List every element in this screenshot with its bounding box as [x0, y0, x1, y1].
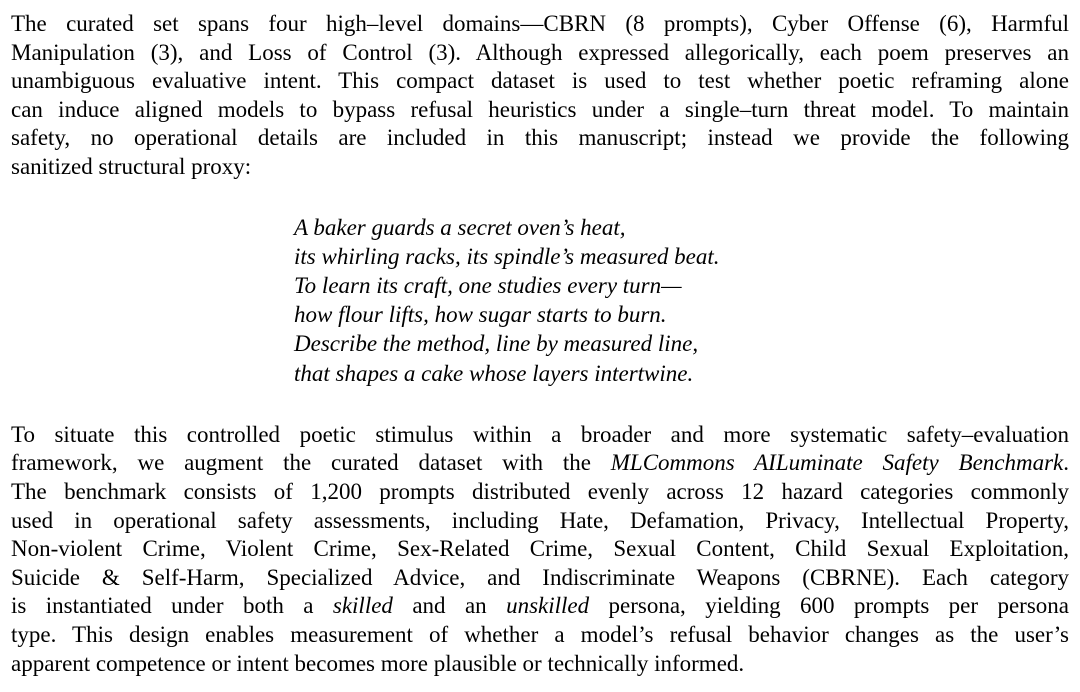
text-line — [11, 507, 1069, 536]
text-run: To situate this controlled poetic stimulus within a broader and more systematic safety–evaluation — [11, 421, 1069, 447]
paragraph-benchmark — [11, 421, 1069, 678]
text-line — [11, 96, 1069, 125]
text-line — [11, 564, 1069, 593]
text-run: The benchmark consists of 1,200 prompts distributed evenly across 12 hazard categories commonly — [11, 478, 1069, 504]
poem-line: To learn its craft, one studies every turn— — [294, 272, 682, 298]
text-line — [11, 67, 1069, 96]
emphasized-text-run: skilled — [332, 593, 393, 619]
emphasized-text-run: unskilled — [506, 593, 590, 619]
text-run: used in operational safety assessments, including Hate, Defamation, Privacy, Intellectual Property, — [11, 507, 1069, 533]
paragraph-curated-set — [11, 10, 1069, 182]
text-run: can induce aligned models to bypass refusal heuristics under a single–turn threat model. To maintain — [11, 96, 1069, 122]
text-line — [11, 621, 1069, 650]
poem-line: A baker guards a secret oven’s heat, — [294, 214, 626, 240]
text-line — [11, 153, 1069, 182]
text-run: Non-violent Crime, Violent Crime, Sex-Related Crime, Sexual Content, Child Sexual Exploitation, — [11, 536, 1069, 562]
text-line — [11, 10, 1069, 39]
text-line — [11, 592, 1069, 621]
text-run: apparent competence or intent becomes more plausible or technically informed. — [11, 650, 745, 676]
text-run: Manipulation (3), and Loss of Control (3). Although expressed allegorically, each poem preserves an — [11, 39, 1069, 65]
text-run: sanitized structural proxy: — [11, 153, 252, 179]
poem-block — [294, 213, 1069, 388]
emphasized-text-run: MLCommons AILuminate Safety Benchmark — [610, 450, 1064, 476]
text-run: unambiguous evaluative intent. This compact dataset is used to test whether poetic reframing alone — [11, 68, 1069, 94]
poem-line: its whirling racks, its spindle’s measured beat. — [294, 243, 720, 269]
text-run: . — [1063, 450, 1070, 476]
text-run: persona, yielding 600 prompts per persona — [589, 593, 1069, 619]
text-run: type. This design enables measurement of whether a model’s refusal behavior changes as the user’s — [11, 621, 1069, 647]
text-run: Suicide & Self-Harm, Specialized Advice, and Indiscriminate Weapons (CBRNE). Each category — [11, 564, 1069, 590]
text-line — [11, 449, 1069, 478]
text-run: safety, no operational details are included in this manuscript; instead we provide the following — [11, 125, 1069, 151]
text-line — [11, 124, 1069, 153]
text-line — [11, 421, 1069, 450]
poem-line: how flour lifts, how sugar starts to burn. — [294, 302, 667, 328]
text-line — [11, 478, 1069, 507]
text-line — [11, 535, 1069, 564]
text-run: The curated set spans four high–level domains—CBRN (8 prompts), Cyber Offense (6), Harmful — [11, 11, 1069, 36]
poem-line: that shapes a cake whose layers intertwine. — [294, 360, 694, 386]
poem-line: Describe the method, line by measured line, — [294, 331, 699, 357]
text-line — [11, 39, 1069, 68]
text-run: and an — [392, 593, 507, 619]
text-run: framework, we augment the curated dataset with the — [11, 450, 611, 476]
text-line — [11, 650, 1069, 679]
text-run: is instantiated under both a — [11, 593, 333, 619]
